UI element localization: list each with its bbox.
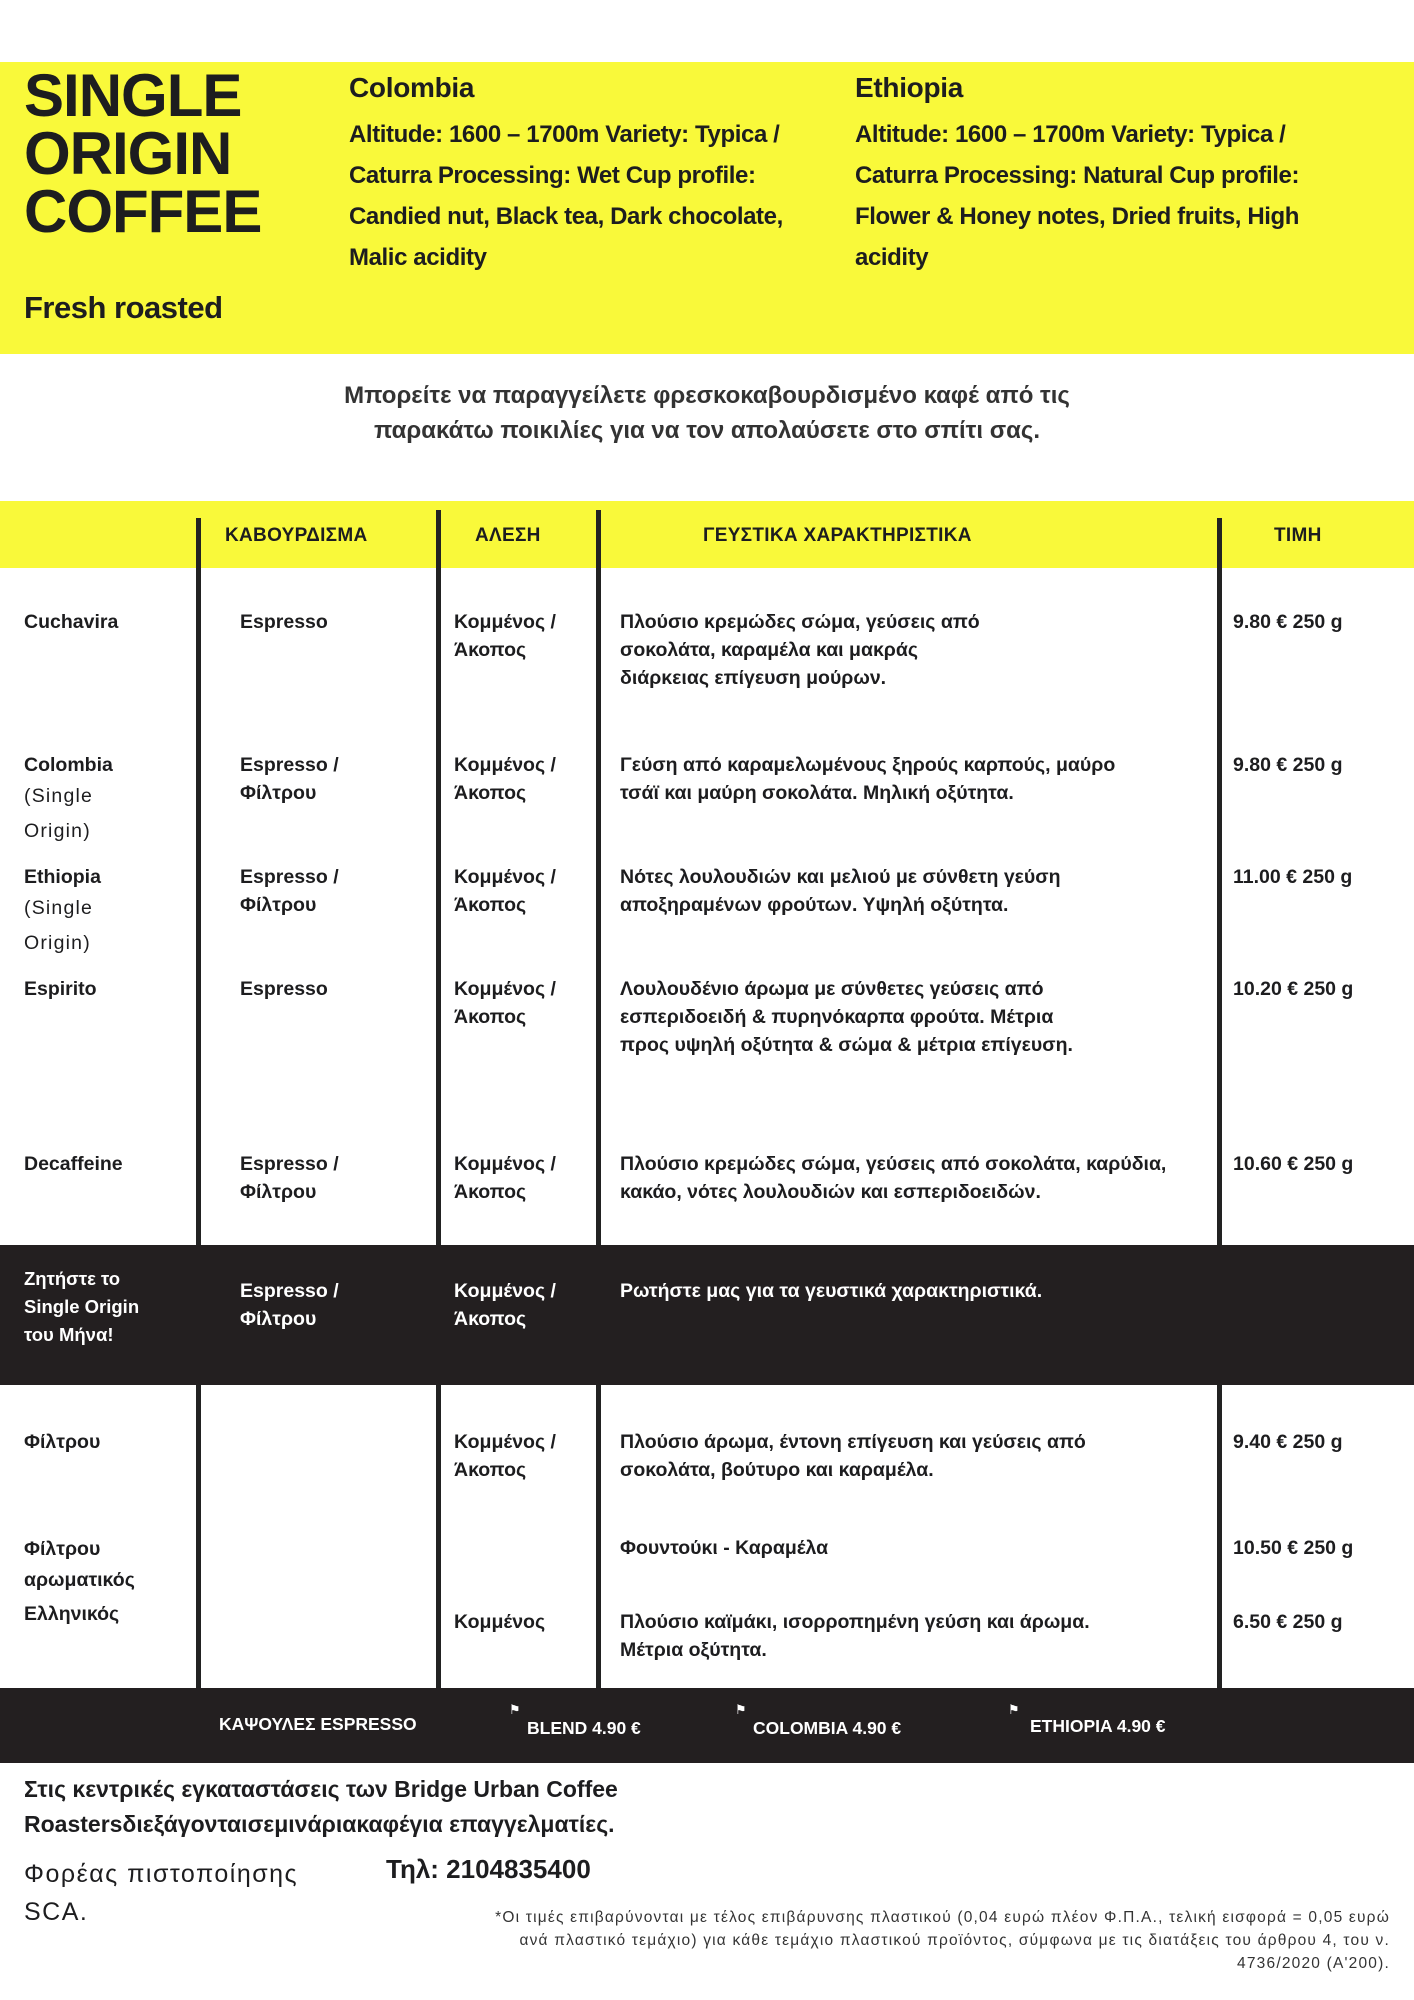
special-roast: Espresso / Φίλτρου bbox=[240, 1280, 339, 1330]
hero-title: SINGLE ORIGIN COFFEE bbox=[24, 62, 262, 245]
origin-name: Ethiopia bbox=[855, 72, 964, 103]
origin-name: Colombia bbox=[349, 72, 475, 103]
special-name: Ζητήστε το Single Origin του Μήνα! bbox=[24, 1268, 140, 1345]
row-name: Φίλτρου bbox=[24, 1431, 101, 1453]
row-taste: Λουλουδένιο άρωμα με σύνθετες γεύσεις από εσπεριδοειδή & πυρηνόκαρπα φρούτα. Μέτρια προς υψηλή οξύτητα & σώμα & μέτρια επίγευση. bbox=[620, 978, 1073, 1056]
certification-text: Φορέας πιστοποίησης SCA. bbox=[24, 1860, 299, 1926]
capsule-item: BLEND 4.90 € bbox=[527, 1718, 641, 1738]
capsule-item: COLOMBIA 4.90 € bbox=[753, 1718, 902, 1738]
column-divider bbox=[1217, 518, 1222, 1688]
special-row bbox=[0, 1245, 1414, 1385]
row-roast: Espresso / Φίλτρου bbox=[240, 866, 339, 916]
row-roast: Espresso / Φίλτρου bbox=[240, 754, 339, 804]
row-price: 6.50 € 250 g bbox=[1233, 1611, 1343, 1633]
row-name-sub: (Single Origin) bbox=[24, 897, 94, 954]
capsule-item: ETHIOPIA 4.90 € bbox=[1030, 1716, 1166, 1736]
column-divider bbox=[196, 1245, 201, 1385]
row-name-text: Ethiopia bbox=[24, 866, 101, 888]
header-roast: ΚΑΒΟΥΡΔΙΣΜΑ bbox=[225, 525, 368, 546]
hero-subtitle: Fresh roasted bbox=[24, 290, 223, 325]
origin-details: Altitude: 1600 – 1700m Variety: Typica / Caturra Processing: Wet Cup profile: Candied nut, Black tea, Dark chocolate, Malic acidity bbox=[349, 121, 783, 271]
capsules-bar bbox=[0, 1688, 1414, 1763]
row-taste: Πλούσιο κρεμώδες σώμα, γεύσεις από σοκολάτα, καραμέλα και μακράς διάρκειας επίγευση μούρων. bbox=[620, 611, 980, 689]
row-taste: Πλούσιο άρωμα, έντονη επίγευση και γεύσεις από σοκολάτα, βούτυρο και καραμέλα. bbox=[620, 1431, 1086, 1481]
row-taste: Γεύση από καραμελωμένους ξηρούς καρπούς, μαύρο τσάϊ και μαύρη σοκολάτα. Μηλική οξύτητα. bbox=[620, 754, 1116, 804]
row-grind: Κομμένος / Άκοπος bbox=[454, 754, 556, 804]
row-name-text: Colombia bbox=[24, 754, 113, 776]
row-grind: Κομμένος / Άκοπος bbox=[454, 978, 556, 1028]
column-divider bbox=[436, 510, 441, 1688]
row-roast: Espresso bbox=[240, 611, 328, 633]
header-price: ΤΙΜΗ bbox=[1274, 525, 1322, 546]
row-price: 10.20 € 250 g bbox=[1233, 978, 1354, 1000]
row-grind: Κομμένος / Άκοπος bbox=[454, 866, 556, 916]
row-price: 10.50 € 250 g bbox=[1233, 1537, 1354, 1559]
row-price: 10.60 € 250 g bbox=[1233, 1153, 1354, 1175]
origin-details: Altitude: 1600 – 1700m Variety: Typica / Caturra Processing: Natural Cup profile: Flower & Honey notes, Dried fruits, High acidity bbox=[855, 121, 1300, 271]
row-grind: Κομμένος / Άκοπος bbox=[454, 1153, 556, 1203]
table-header bbox=[0, 501, 1414, 568]
capsules-label: ΚΑΨΟΥΛΕΣ ESPRESSO bbox=[219, 1714, 417, 1734]
row-name: Cuchavira bbox=[24, 611, 119, 633]
header-taste: ΓΕΥΣΤΙΚΑ ΧΑΡΑΚΤΗΡΙΣΤΙΚΑ bbox=[703, 525, 972, 546]
flag-icon: ⚑ bbox=[735, 1702, 747, 1717]
intro-text: Μπορείτε να παραγγείλετε φρεσκοκαβουρδισμένο καφέ από τις παρακάτω ποικιλίες για να τον απολαύσετε στο σπίτι σας. bbox=[344, 382, 1070, 444]
row-name-sub: (Single Origin) bbox=[24, 785, 94, 842]
special-grind: Κομμένος / Άκοπος bbox=[454, 1280, 556, 1330]
row-taste: Πλούσιο κρεμώδες σώμα, γεύσεις από σοκολάτα, καρύδια, κακάο, νότες λουλουδιών και εσπεριδοειδών. bbox=[620, 1153, 1167, 1203]
row-name bbox=[24, 863, 101, 961]
row-name: Decaffeine bbox=[24, 1153, 123, 1175]
row-name: Espirito bbox=[24, 978, 97, 1000]
row-name: Φίλτρου αρωματικός bbox=[24, 1538, 135, 1591]
special-taste: Ρωτήστε μας για τα γευστικά χαρακτηριστικά. bbox=[620, 1280, 1043, 1302]
origin-ethiopia bbox=[855, 72, 1325, 278]
row-taste: Νότες λουλουδιών και μελιού με σύνθετη γεύση αποξηραμένων φρούτων. Υψηλή οξύτητα. bbox=[620, 866, 1061, 916]
phone-number[interactable]: Τηλ: 2104835400 bbox=[386, 1854, 591, 1884]
row-price: 9.80 € 250 g bbox=[1233, 754, 1343, 776]
row-grind: Κομμένος / Άκοπος bbox=[454, 1431, 556, 1481]
row-roast: Espresso bbox=[240, 978, 328, 1000]
row-grind: Κομμένος bbox=[454, 1611, 546, 1633]
footer-note: Στις κεντρικές εγκαταστάσεις των Bridge Urban Coffee Roastersδιεξάγονταισεμινάριακαφέγια επαγγελματίες. bbox=[24, 1776, 618, 1837]
flag-icon: ⚑ bbox=[509, 1702, 521, 1717]
row-grind: Κομμένος / Άκοπος bbox=[454, 611, 556, 661]
row-price: 9.80 € 250 g bbox=[1233, 611, 1343, 633]
row-name bbox=[24, 751, 113, 849]
header-grind: ΑΛΕΣΗ bbox=[475, 525, 541, 546]
column-divider bbox=[596, 510, 601, 1688]
column-divider bbox=[196, 518, 201, 1688]
row-taste: Φουντούκι - Καραμέλα bbox=[620, 1537, 829, 1559]
flag-icon: ⚑ bbox=[1008, 1702, 1020, 1717]
row-name: Ελληνικός bbox=[24, 1603, 120, 1625]
row-roast: Espresso / Φίλτρου bbox=[240, 1153, 339, 1203]
hero-banner bbox=[0, 62, 1414, 354]
row-price: 11.00 € 250 g bbox=[1233, 866, 1353, 888]
row-price: 9.40 € 250 g bbox=[1233, 1431, 1343, 1453]
price-disclaimer: *Οι τιμές επιβαρύνονται με τέλος επιβάρυνσης πλαστικού (0,04 ευρώ πλέον Φ.Π.Α., τελική εισφορά = 0,05 ευρώ ανά πλαστικό τεμάχιο) για κάθε τεμάχιο πλαστικού προϊόντος, σύμφωνα με τις διατάξεις του άρθρου 4, του ν. 4736/2020 (Α'200). bbox=[495, 1909, 1390, 1972]
row-taste: Πλούσιο καϊμάκι, ισορροπημένη γεύση και άρωμα. Μέτρια οξύτητα. bbox=[620, 1611, 1090, 1661]
origin-colombia bbox=[349, 72, 819, 278]
